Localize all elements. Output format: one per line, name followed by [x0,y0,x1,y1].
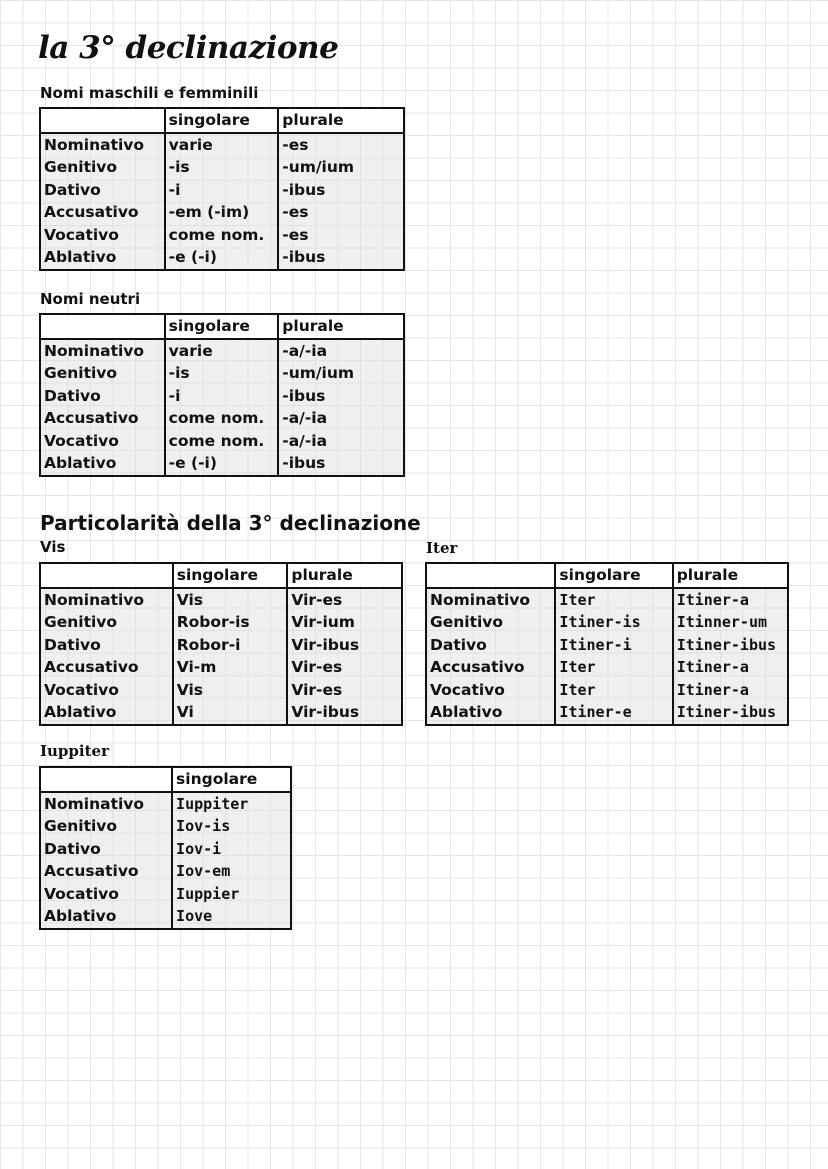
case-label: Vocativo [40,883,172,906]
plural-ending: -ibus [278,452,404,476]
plural-ending: -es [278,201,404,224]
singular-form: Itiner-e [555,701,672,725]
header-plurale: plurale [287,563,402,588]
plural-ending: -a/-ia [278,339,404,363]
header-empty [40,767,172,792]
plural-ending: -ibus [278,179,404,202]
table-row [40,656,402,679]
singular-ending: -e (-i) [165,246,279,270]
singular-ending: -i [165,179,279,202]
plural-ending: -es [278,133,404,157]
case-label: Accusativo [426,656,555,679]
table-row [426,611,788,634]
case-label: Nominativo [40,339,165,363]
singular-ending: come nom. [165,407,279,430]
header-singolare: singolare [165,314,279,339]
table-row [40,156,404,179]
singular-form: Iter [555,656,672,679]
table-header-row [40,108,404,133]
case-label: Accusativo [40,201,165,224]
singular-form: Iuppiter [172,792,291,816]
table-row [426,588,788,612]
plural-form: Itiner-a [673,588,788,612]
singular-ending: -e (-i) [165,452,279,476]
plural-form: Itiner-a [673,679,788,702]
plural-form: Itiner-a [673,656,788,679]
table-row [40,430,404,453]
case-label: Nominativo [40,792,172,816]
singular-form: Iuppier [172,883,291,906]
singular-ending: varie [165,339,279,363]
table-header-row [40,563,402,588]
table-iter [425,562,789,726]
singular-ending: -em (-im) [165,201,279,224]
plural-ending: -es [278,224,404,247]
table-row [426,656,788,679]
vis-heading: Vis [40,538,66,556]
header-empty [40,108,165,133]
table-row [40,792,291,816]
singular-form: Iov-is [172,815,291,838]
table-row [40,815,291,838]
table-row [40,179,404,202]
table-iuppiter [39,766,292,930]
header-singolare: singolare [165,108,279,133]
plural-form: Itiner-ibus [673,701,788,725]
table-row [40,701,402,725]
table-row [40,588,402,612]
table-row [40,611,402,634]
particolarita-heading: Particolarità della 3° declinazione [40,511,421,535]
table-row [40,385,404,408]
table-row [40,679,402,702]
case-label: Ablativo [40,905,172,929]
singular-form: Vis [173,588,288,612]
table-vis [39,562,403,726]
case-label: Dativo [426,634,555,657]
case-label: Genitivo [40,156,165,179]
plural-ending: -a/-ia [278,430,404,453]
case-label: Vocativo [40,430,165,453]
table-row [40,452,404,476]
case-label: Dativo [40,838,172,861]
table-row [40,224,404,247]
case-label: Ablativo [426,701,555,725]
page-title: la 3° declinazione [38,30,339,66]
table-row [40,905,291,929]
section-heading-neutri: Nomi neutri [40,290,141,308]
header-empty [40,563,173,588]
header-empty [426,563,555,588]
table-row [40,838,291,861]
case-label: Nominativo [40,133,165,157]
singular-form: Itiner-i [555,634,672,657]
table-header-row [40,767,291,792]
case-label: Vocativo [40,679,173,702]
plural-form: Vir-ibus [287,701,402,725]
case-label: Genitivo [40,362,165,385]
header-singolare: singolare [172,767,291,792]
table-row [426,679,788,702]
table-row [40,133,404,157]
plural-form: Vir-es [287,679,402,702]
table-row [40,860,291,883]
case-label: Accusativo [40,656,173,679]
plural-ending: -a/-ia [278,407,404,430]
table-masc-fem [39,107,405,271]
table-row [40,407,404,430]
case-label: Vocativo [40,224,165,247]
table-row [40,246,404,270]
plural-form: Itiner-ibus [673,634,788,657]
singular-ending: varie [165,133,279,157]
singular-ending: come nom. [165,224,279,247]
table-row [426,634,788,657]
iter-heading: Iter [426,539,458,557]
case-label: Vocativo [426,679,555,702]
case-label: Genitivo [426,611,555,634]
case-label: Ablativo [40,701,173,725]
case-label: Accusativo [40,407,165,430]
plural-ending: -ibus [278,246,404,270]
header-empty [40,314,165,339]
singular-form: Vi-m [173,656,288,679]
singular-form: Iter [555,679,672,702]
table-row [426,701,788,725]
plural-form: Itinner-um [673,611,788,634]
case-label: Accusativo [40,860,172,883]
header-plurale: plurale [278,108,404,133]
singular-form: Iter [555,588,672,612]
iuppiter-heading: Iuppiter [40,742,109,760]
table-row [40,634,402,657]
singular-ending: -is [165,156,279,179]
plural-form: Vir-ibus [287,634,402,657]
singular-form: Robor-i [173,634,288,657]
case-label: Genitivo [40,611,173,634]
plural-form: Vir-es [287,656,402,679]
case-label: Nominativo [40,588,173,612]
singular-form: Itiner-is [555,611,672,634]
case-label: Dativo [40,385,165,408]
singular-form: Iov-i [172,838,291,861]
singular-form: Iov-em [172,860,291,883]
plural-form: Vir-ium [287,611,402,634]
table-neutri [39,313,405,477]
table-header-row [40,314,404,339]
table-row [40,883,291,906]
case-label: Dativo [40,634,173,657]
header-plurale: plurale [673,563,788,588]
table-row [40,362,404,385]
singular-form: Vis [173,679,288,702]
singular-ending: come nom. [165,430,279,453]
singular-ending: -i [165,385,279,408]
plural-ending: -ibus [278,385,404,408]
header-singolare: singolare [173,563,288,588]
case-label: Dativo [40,179,165,202]
plural-ending: -um/ium [278,362,404,385]
case-label: Ablativo [40,246,165,270]
plural-form: Vir-es [287,588,402,612]
header-singolare: singolare [555,563,672,588]
table-header-row [426,563,788,588]
singular-form: Iove [172,905,291,929]
table-row [40,201,404,224]
case-label: Ablativo [40,452,165,476]
singular-form: Robor-is [173,611,288,634]
case-label: Genitivo [40,815,172,838]
header-plurale: plurale [278,314,404,339]
singular-ending: -is [165,362,279,385]
singular-form: Vi [173,701,288,725]
section-heading-masc-fem: Nomi maschili e femminili [40,84,259,102]
case-label: Nominativo [426,588,555,612]
table-row [40,339,404,363]
plural-ending: -um/ium [278,156,404,179]
